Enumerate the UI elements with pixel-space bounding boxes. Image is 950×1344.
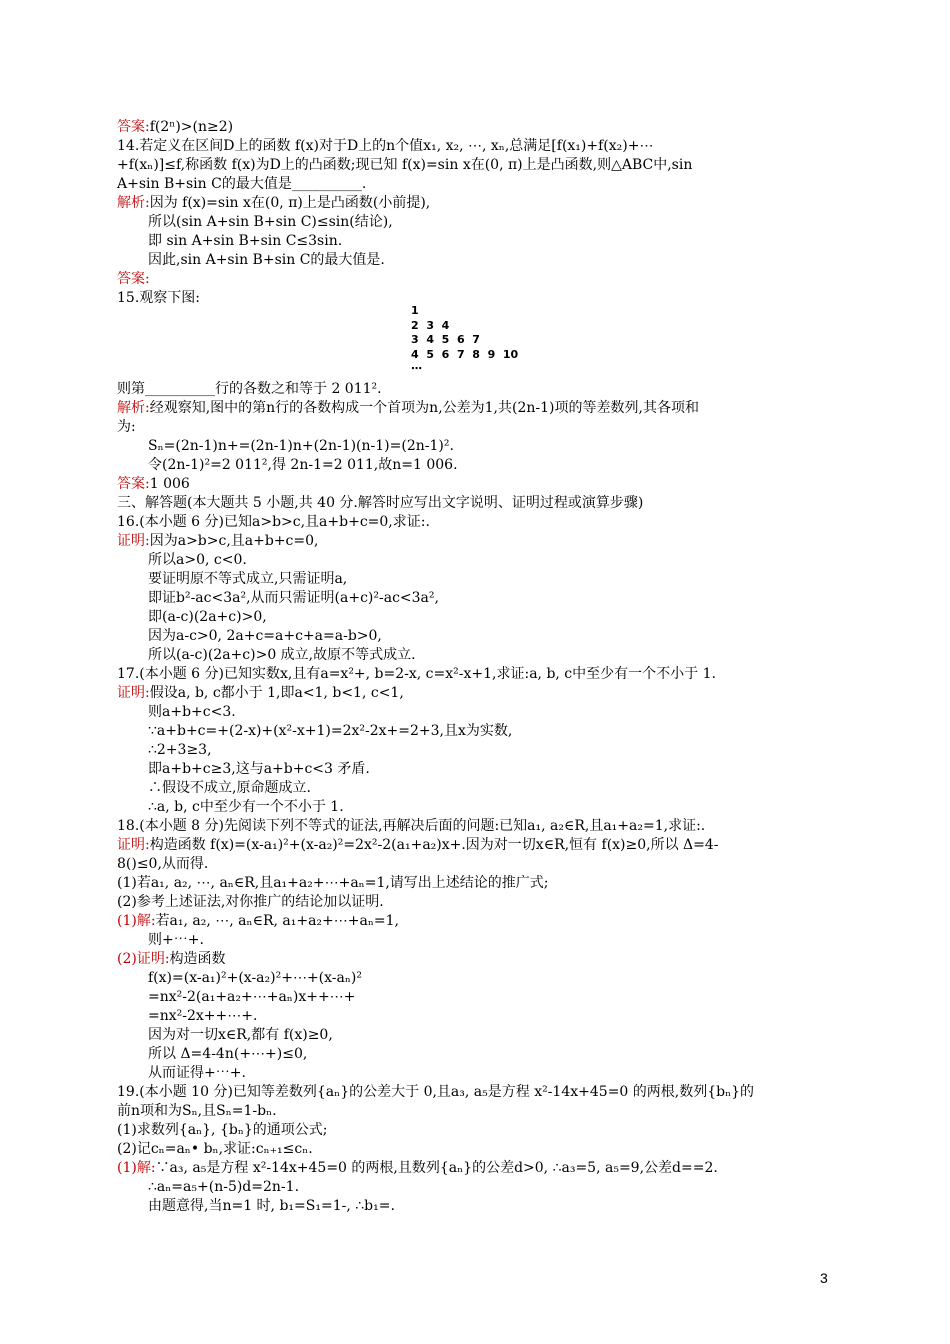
text-line [117, 874, 837, 893]
text-line [117, 1140, 837, 1159]
text-line [117, 380, 837, 399]
text-line [117, 118, 837, 137]
text-line [117, 817, 837, 836]
text-line [148, 931, 868, 950]
text-line [117, 399, 837, 418]
pyramid-row: ⋯ [411, 362, 422, 375]
line-text: 即(a-c)(2a+c)>0, [148, 609, 267, 625]
text-line [148, 608, 868, 627]
line-text: 14.若定义在区间D上的函数 f(x)对于D上的n个值x₁, x₂, ⋯, xₙ,总满足[f(x₁)+f(x₂)+⋯ [117, 138, 654, 154]
pyramid-row: 4 5 6 7 8 9 10 [411, 347, 519, 361]
line-text: ∵a₃, a₅是方程 x²-14x+45=0 的两根,且数列{aₙ}的公差d>0, ∴a₃=5, a₅=9,公差d==2. [155, 1160, 718, 1176]
line-text: =nx²-2(a₁+a₂+⋯+aₙ)x++⋯+ [148, 989, 356, 1005]
line-text: 所以a>0, c<0. [148, 552, 247, 568]
line-text: 8()≤0,从而得. [117, 856, 209, 872]
line-text: (2)记cₙ=aₙ• bₙ,求证:cₙ₊₁≤cₙ. [117, 1141, 313, 1157]
text-line [148, 1178, 868, 1197]
text-line [148, 1007, 868, 1026]
line-text: 所以 Δ=4-4n(+⋯+)≤0, [148, 1046, 308, 1062]
text-line [117, 175, 837, 194]
line-text: 要证明原不等式成立,只需证明a, [148, 571, 348, 587]
text-line [117, 532, 837, 551]
line-text: 因为a>b>c,且a+b+c=0, [149, 533, 319, 549]
label-tag: 答案: [117, 119, 150, 135]
text-line [148, 551, 868, 570]
text-line [117, 1159, 837, 1178]
line-text: 若a₁, a₂, ⋯, aₙ∈R, a₁+a₂+⋯+aₙ=1, [155, 913, 399, 929]
text-line [148, 437, 868, 456]
line-text: Sₙ=(2n-1)n+=(2n-1)n+(2n-1)(n-1)=(2n-1)². [148, 438, 454, 454]
text-line [117, 194, 837, 213]
text-line [117, 893, 837, 912]
line-text: f(x)=(x-a₁)²+(x-a₂)²+⋯+(x-aₙ)² [148, 970, 362, 986]
label-tag: 解析: [117, 400, 150, 416]
label-tag: (1)解: [117, 913, 156, 929]
text-line [117, 855, 837, 874]
line-text: 为: [117, 419, 136, 435]
line-text: 因此,sin A+sin B+sin C的最大值是. [148, 252, 385, 268]
text-line [148, 779, 868, 798]
line-text: 经观察知,图中的第n行的各数构成一个首项为n,公差为1,共(2n-1)项的等差数列,其各项和 [149, 400, 699, 416]
line-text: ∴aₙ=a₅+(n-5)d=2n-1. [148, 1179, 300, 1195]
pyramid-row: 1 [411, 304, 419, 317]
line-text: ∴2+3≥3, [148, 742, 212, 758]
line-text: 17.(本小题 6 分)已知实数x,且有a=x²+, b=2-x, c=x²-x+1,求证:a, b, c中至少有一个不小于 1. [117, 666, 716, 682]
text-line [117, 418, 837, 437]
line-text: 所以(a-c)(2a+c)>0 成立,故原不等式成立. [148, 647, 416, 663]
text-line [117, 475, 837, 494]
text-line [117, 950, 837, 969]
text-line [148, 798, 868, 817]
text-line [117, 289, 837, 308]
text-line [148, 570, 868, 589]
line-text: f(2ⁿ)>(n≥2) [149, 119, 234, 135]
label-tag: 证明: [117, 685, 150, 701]
label-tag: (1)解: [117, 1160, 156, 1176]
line-text: (2)参考上述证法,对你推广的结论加以证明. [117, 894, 384, 910]
line-text: +f(xₙ)]≤f,称函数 f(x)为D上的凸函数;现已知 f(x)=sin x在(0, π)上是凸函数,则△ABC中,sin [117, 157, 693, 173]
text-line [117, 513, 837, 532]
label-tag: (2)证明: [117, 951, 170, 967]
line-text: A+sin B+sin C的最大值是__________. [117, 176, 367, 192]
line-text: 构造函数 f(x)=(x-a₁)²+(x-a₂)²=2x²-2(a₁+a₂)x+.因为对一切x∈R,恒有 f(x)≥0,所以 Δ=4- [149, 837, 719, 853]
text-line [117, 665, 837, 684]
text-line [148, 988, 868, 1007]
line-text: 则+⋯+. [148, 932, 204, 948]
line-text: 所以(sin A+sin B+sin C)≤sin(结论), [148, 214, 393, 230]
line-text: ∵a+b+c=+(2-x)+(x²-x+1)=2x²-2x+=2+3,且x为实数, [148, 723, 513, 739]
text-line [117, 1121, 837, 1140]
line-text: 即a+b+c≥3,这与a+b+c<3 矛盾. [148, 761, 370, 777]
line-text: 则第__________行的各数之和等于 2 011². [117, 381, 382, 397]
text-line [117, 1083, 837, 1102]
line-text: ∴假设不成立,原命题成立. [148, 780, 311, 796]
text-line [148, 741, 868, 760]
pyramid-row: 2 3 4 [411, 318, 450, 332]
text-line [148, 760, 868, 779]
line-text: 15.观察下图: [117, 290, 200, 306]
line-text: 从而证得+⋯+. [148, 1065, 246, 1081]
line-text: 因为a-c>0, 2a+c=a+c+a=a-b>0, [148, 628, 382, 644]
line-text: 假设a, b, c都小于 1,即a<1, b<1, c<1, [149, 685, 404, 701]
text-line [148, 1026, 868, 1045]
label-tag: 证明: [117, 837, 150, 853]
text-line [148, 251, 868, 270]
text-line [148, 589, 868, 608]
text-line [117, 912, 837, 931]
line-text: 16.(本小题 6 分)已知a>b>c,且a+b+c=0,求证:. [117, 514, 430, 530]
text-line [148, 722, 868, 741]
line-text: 由题意得,当n=1 时, b₁=S₁=1-, ∴b₁=. [148, 1198, 395, 1214]
text-line [148, 1197, 868, 1216]
line-text: 前n项和为Sₙ,且Sₙ=1-bₙ. [117, 1103, 277, 1119]
line-text: 即证b²-ac<3a²,从而只需证明(a+c)²-ac<3a², [148, 590, 439, 606]
line-text: 因为 f(x)=sin x在(0, π)上是凸函数(小前提), [149, 195, 431, 211]
line-text: 三、解答题(本大题共 5 小题,共 40 分.解答时应写出文字说明、证明过程或演算步骤) [117, 495, 644, 511]
pyramid-row: 3 4 5 6 7 [411, 333, 480, 346]
text-line [117, 836, 837, 855]
line-text: 令(2n-1)²=2 011²,得 2n-1=2 011,故n=1 006. [148, 457, 458, 473]
text-line [148, 646, 868, 665]
page-number: 3 [820, 1270, 828, 1286]
text-line [117, 494, 837, 513]
label-tag: 答案: [117, 476, 150, 492]
text-line [117, 156, 837, 175]
label-tag: 证明: [117, 533, 150, 549]
line-text: 因为对一切x∈R,都有 f(x)≥0, [148, 1027, 333, 1043]
text-line [148, 232, 868, 251]
line-text: 则a+b+c<3. [148, 704, 236, 720]
line-text: ∴a, b, c中至少有一个不小于 1. [148, 799, 344, 815]
text-line [117, 270, 837, 289]
text-line [148, 969, 868, 988]
text-line [148, 213, 868, 232]
line-text: (1)求数列{aₙ}, {bₙ}的通项公式; [117, 1122, 328, 1138]
text-line [148, 1045, 868, 1064]
text-line [117, 1102, 837, 1121]
label-tag: 解析: [117, 195, 150, 211]
text-line [148, 1064, 868, 1083]
line-text: 19.(本小题 10 分)已知等差数列{aₙ}的公差大于 0,且a₃, a₅是方程 x²-14x+45=0 的两根,数列{bₙ}的 [117, 1084, 755, 1100]
text-line [148, 456, 868, 475]
line-text: 1 006 [149, 476, 190, 492]
text-line [148, 627, 868, 646]
line-text: 即 sin A+sin B+sin C≤3sin. [148, 233, 343, 249]
text-line [148, 703, 868, 722]
line-text: 构造函数 [169, 951, 226, 967]
line-text: 18.(本小题 8 分)先阅读下列不等式的证法,再解决后面的问题:已知a₁, a₂∈R,且a₁+a₂=1,求证:. [117, 818, 706, 834]
line-text: (1)若a₁, a₂, ⋯, aₙ∈R,且a₁+a₂+⋯+aₙ=1,请写出上述结论的推广式; [117, 875, 549, 891]
text-line [117, 684, 837, 703]
line-text: =nx²-2x++⋯+. [148, 1008, 258, 1024]
label-tag: 答案: [117, 271, 150, 287]
text-line [117, 137, 837, 156]
